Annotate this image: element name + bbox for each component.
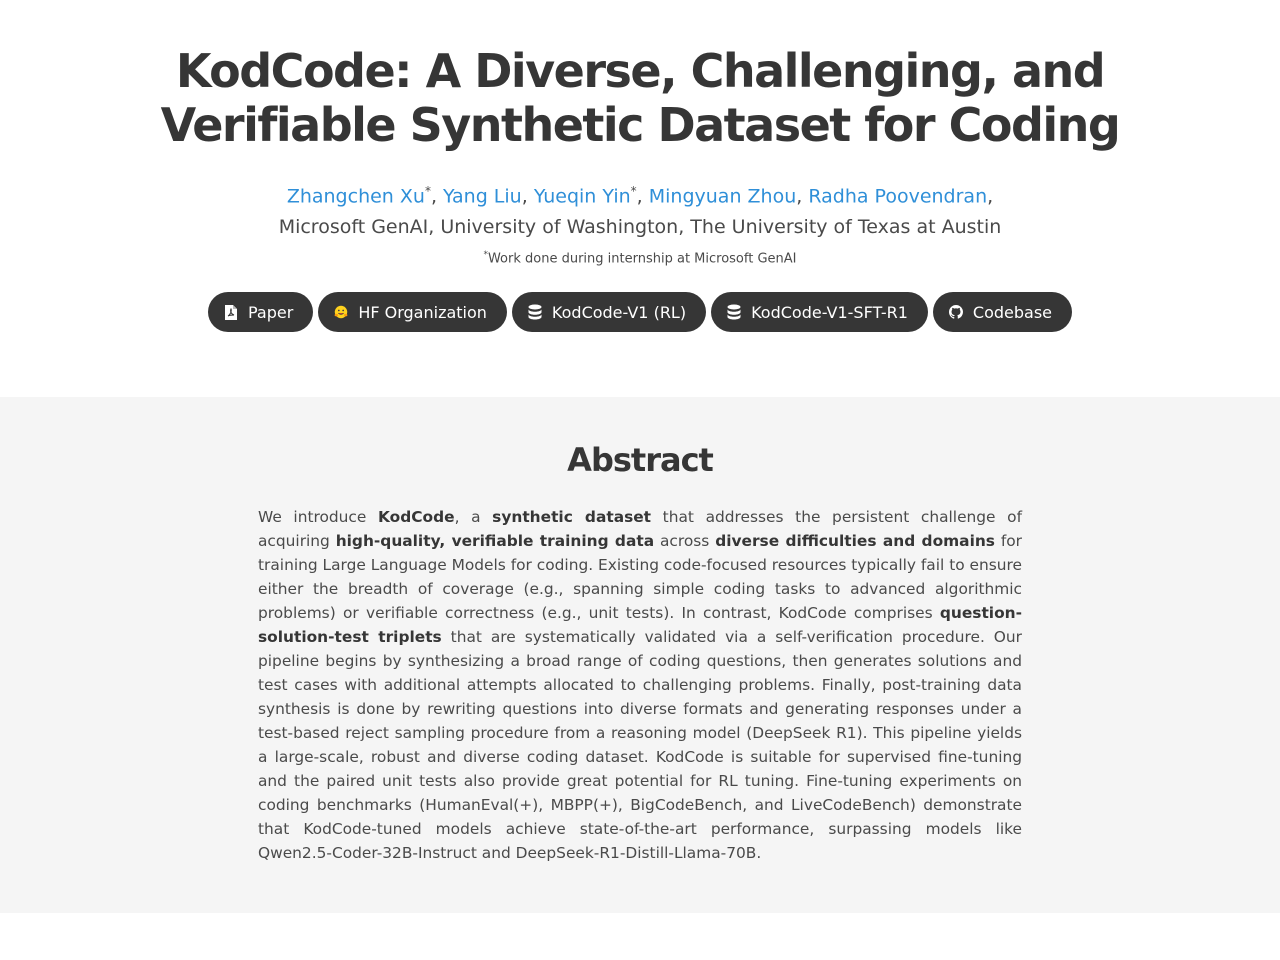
hero-section — [0, 0, 1280, 397]
kodcode-v1-sft-r1-button[interactable] — [711, 292, 928, 332]
codebase-button[interactable] — [933, 292, 1072, 332]
equal-contribution-mark: * — [424, 184, 431, 198]
abstract-heading: Abstract — [567, 441, 713, 479]
abstract-text — [258, 505, 1022, 865]
database-icon — [727, 304, 741, 320]
title-line-1: KodCode: A Diverse, Challenging, and — [175, 44, 1105, 98]
pdf-icon — [224, 304, 238, 320]
abstract-run: across — [654, 532, 716, 550]
github-icon — [949, 304, 963, 320]
author-link-zhangchen-xu[interactable]: Zhangchen Xu — [286, 185, 425, 208]
abstract-run: that addresses the persistent challenge of acquiring — [258, 508, 1022, 550]
affiliations: Microsoft GenAI, University of Washington, The University of Texas at Austin — [278, 216, 1002, 238]
abstract-bold-run: KodCode — [377, 508, 455, 526]
hf-organization-button-label: HF Organization — [358, 302, 487, 322]
database-icon — [528, 304, 542, 320]
title-line-2: Verifiable Synthetic Dataset for Coding — [160, 98, 1120, 152]
abstract-section — [0, 397, 1280, 913]
abstract-run: that are systematically validated via a self-verification procedure. Our pipeline begins by synthesizing a broad range of coding questions, then generates solutions and test cases with additional attempts allocated to challenging problems. Finally, post-training data synthesis is done by rewriting questions into diverse formats and generating responses under a test-based reject sampling procedure from a reasoning model (DeepSeek R1). This pipeline yields a large-scale, robust and diverse coding dataset. KodCode is suitable for supervised fine-tuning and the paired unit tests also provide great potential for RL tuning. Fine-tuning experiments on coding benchmarks (HumanEval(+), MBPP(+), BigCodeBench, and LiveCodeBench) demonstrate that KodCode-tuned models achieve state-of-the-art performance, surpassing models like Qwen2.5-Coder-32B-Instruct and DeepSeek-R1-Distill-Llama-70B. — [258, 628, 1022, 862]
codebase-button-label: Codebase — [972, 302, 1052, 322]
kodcode-v1-rl-button-label: KodCode-V1 (RL) — [551, 302, 687, 322]
abstract-bold-run: high-quality, verifiable training data — [335, 532, 655, 550]
footnote — [0, 250, 1280, 266]
author-link-yang-liu[interactable]: Yang Liu — [443, 185, 522, 208]
paper-button-label: Paper — [248, 302, 294, 322]
hugging-face-icon — [334, 304, 348, 320]
kodcode-v1-rl-button[interactable] — [512, 292, 706, 332]
author-link-yueqin-yin[interactable]: Yueqin Yin — [533, 185, 631, 208]
footnote-text: Work done during internship at Microsoft GenAI — [487, 251, 797, 267]
abstract-bold-run: diverse difficulties and domains — [715, 532, 995, 550]
abstract-run: We introduce — [258, 508, 378, 526]
equal-contribution-mark: * — [630, 184, 637, 198]
kodcode-v1-sft-r1-button-label: KodCode-V1-SFT-R1 — [751, 302, 908, 322]
hf-organization-button[interactable] — [318, 292, 507, 332]
abstract-bold-run: synthetic dataset — [492, 508, 652, 526]
author-link-radha-poovendran[interactable]: Radha Poovendran — [808, 185, 988, 208]
author-link-mingyuan-zhou[interactable]: Mingyuan Zhou — [648, 185, 797, 208]
abstract-run: , a — [454, 508, 493, 526]
paper-button[interactable] — [208, 292, 313, 332]
abstract-bold-run: question-solution-test triplets — [258, 604, 1022, 646]
footnote-mark: * — [483, 250, 488, 260]
link-buttons — [0, 292, 1280, 332]
author-list: Zhangchen Xu*, Yang Liu, Yueqin Yin*, Mingyuan Zhou, Radha Poovendran, — [286, 184, 994, 208]
page-title — [0, 44, 1280, 152]
abstract-run: for training Large Language Models for coding. Existing code-focused resources typically fail to ensure either the breadth of coverage (e.g., spanning simple coding tasks to advanced algorithmic problems) or verifiable correctness (e.g., unit tests). In contrast, KodCode comprises — [258, 532, 1023, 622]
